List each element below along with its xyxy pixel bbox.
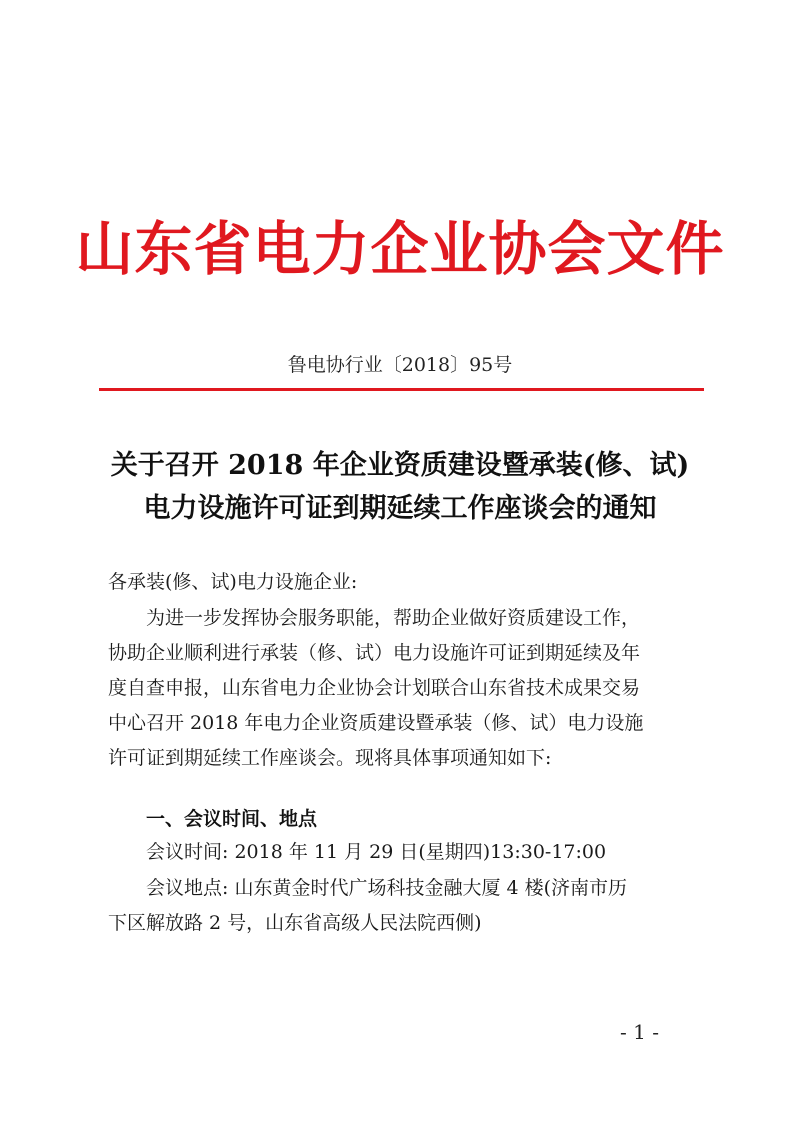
red-divider-line (99, 388, 704, 391)
salutation: 各承装(修、试)电力设施企业: (108, 571, 358, 593)
body-line: 协助企业顺利进行承装（修、试）电力设施许可证到期延续及年 (108, 642, 641, 664)
location-line: 会议地点: 山东黄金时代广场科技金融大厦 4 楼(济南市历 (146, 877, 628, 899)
location-line: 下区解放路 2 号，山东省高级人民法院西侧) (108, 912, 482, 934)
document-masthead: 山东省电力企业协会文件 (75, 215, 725, 283)
meeting-location (108, 871, 708, 941)
notice-title-line2: 电力设施许可证到期延续工作座谈会的通知 (143, 493, 657, 524)
meeting-time: 会议时间: 2018 年 11 月 29 日(星期四)13:30-17:00 (146, 841, 607, 863)
page-number: - 1 - (620, 1020, 659, 1044)
body-line: 许可证到期延续工作座谈会。现将具体事项通知如下: (108, 747, 552, 769)
body-line: 为进一步发挥协会服务职能，帮助企业做好资质建设工作， (146, 607, 641, 629)
body-line: 中心召开 2018 年电力企业资质建设暨承装（修、试）电力设施 (108, 712, 644, 734)
section-heading: 一、会议时间、地点 (146, 808, 318, 830)
notice-title-line1: 关于召开 2018 年企业资质建设暨承装(修、试) (110, 450, 690, 481)
body-paragraph (108, 601, 708, 776)
document-number: 鲁电协行业〔2018〕95号 (287, 354, 513, 376)
body-line: 度自查申报，山东省电力企业协会计划联合山东省技术成果交易 (108, 677, 641, 699)
